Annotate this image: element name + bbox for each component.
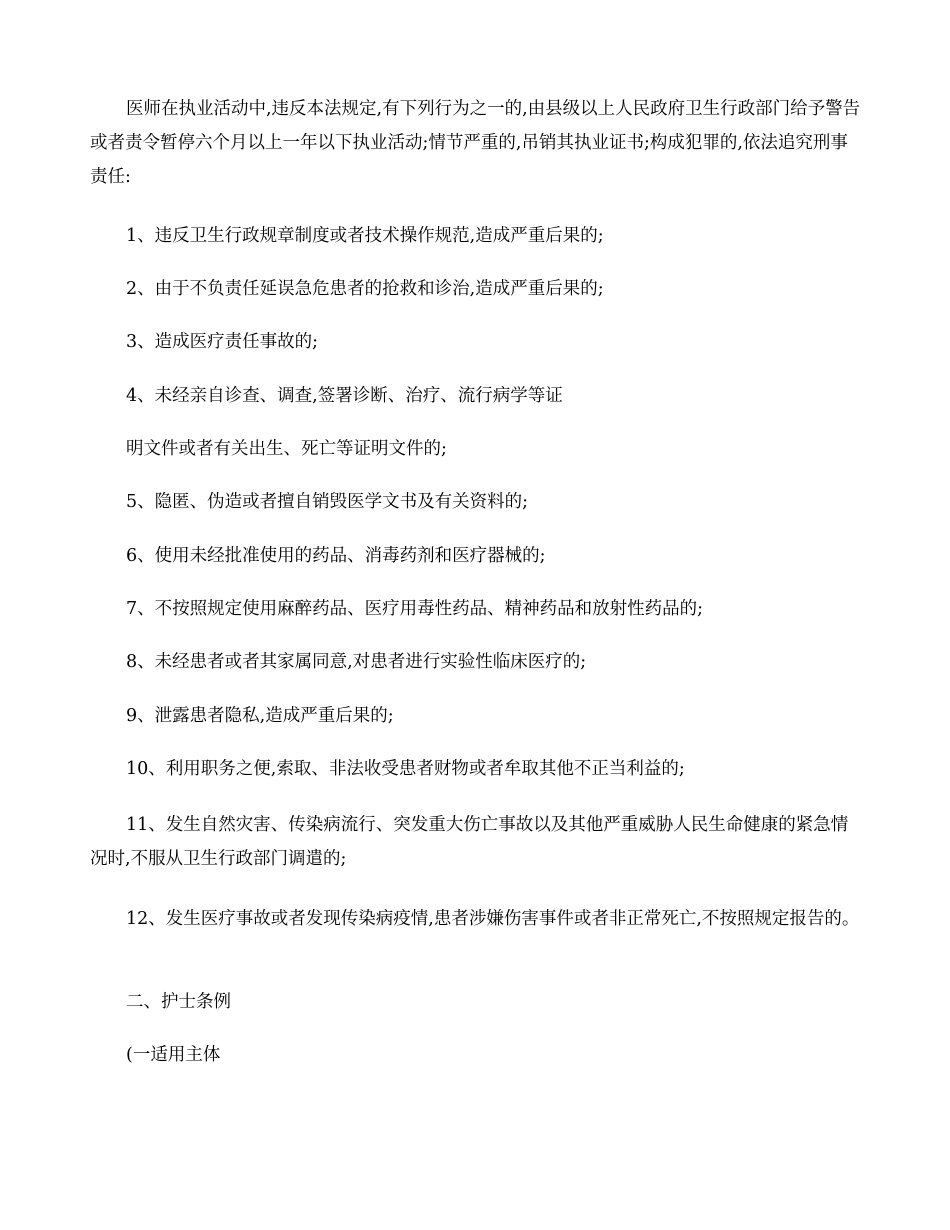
list-item: 5、隐匿、伪造或者擅自销毁医学文书及有关资料的; (126, 492, 529, 512)
section-heading: 二、护士条例 (126, 992, 231, 1012)
intro-paragraph: 医师在执业活动中,违反本法规定,有下列行为之一的,由县级以上人民政府卫生行政部门给予警告或者责令暂停六个月以上一年以下执业活动;情节严重的,吊销其执业证书;构成犯罪的,依法追究刑事责任: (90, 99, 861, 187)
list-item: 4、未经亲自诊查、调查,签署诊断、治疗、流行病学等证 (126, 386, 563, 406)
list-item: 10、利用职务之便,索取、非法收受患者财物或者牟取其他不正当利益的; (126, 759, 685, 779)
list-item-11: 11、发生自然灾害、传染病流行、突发重大伤亡事故以及其他严重威胁人民生命健康的紧急情况时,不服从卫生行政部门调遣的; (90, 815, 849, 869)
subsection-heading: (一适用主体 (126, 1045, 221, 1065)
list-item: 8、未经患者或者其家属同意,对患者进行实验性临床医疗的; (126, 652, 587, 672)
list-item: 6、使用未经批准使用的药品、消毒药剂和医疗器械的; (126, 546, 546, 566)
list-item: 9、泄露患者隐私,造成严重后果的; (126, 706, 394, 726)
list-item-continuation: 明文件或者有关出生、死亡等证明文件的; (126, 439, 447, 459)
list-item: 2、由于不负责任延误急危患者的抢救和诊治,造成严重后果的; (126, 279, 604, 299)
list-item: 3、造成医疗责任事故的; (126, 332, 319, 352)
list-item: 1、违反卫生行政规章制度或者技术操作规范,造成严重后果的; (126, 226, 604, 246)
list-item-12: 12、发生医疗事故或者发现传染病疫情,患者涉嫌伤害事件或者非正常死亡,不按照规定报告的。 (126, 909, 860, 929)
list-item: 7、不按照规定使用麻醉药品、医疗用毒性药品、精神药品和放射性药品的; (126, 599, 704, 619)
